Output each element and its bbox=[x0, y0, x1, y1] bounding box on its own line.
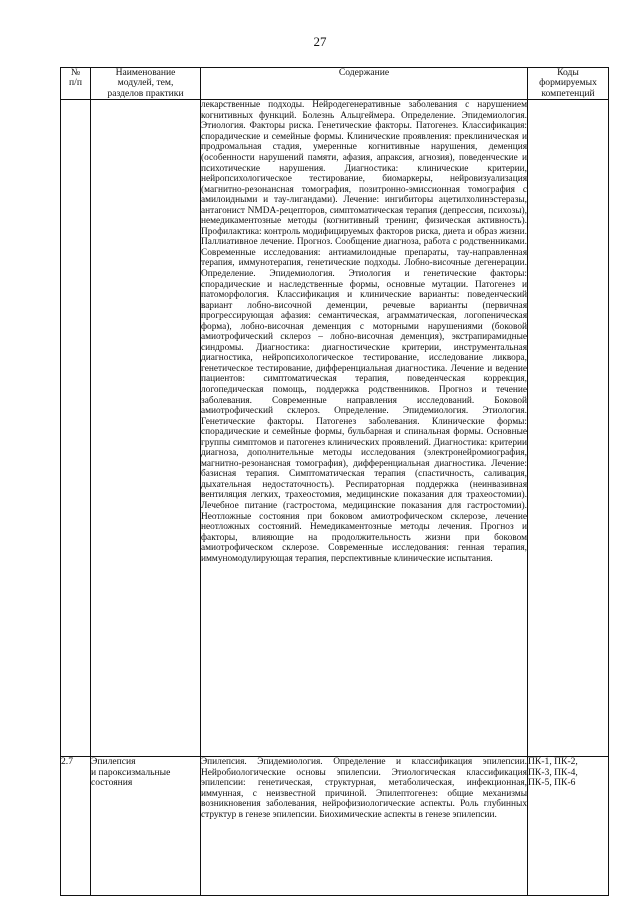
row-content-text: Эпилепсия. Эпидемиология. Определение и классификация эпилепсии. Нейробиологические основы эпилепсии. Этиологическая классификация эпилепсии: генетическая, структурная, метаболическая, инфекционная, иммунная, с неизвестной причиной. Эпилептогенез: общие механизмы возникновения заболевания, нейрофизиологические аспекты. Роль глубинных структур в генезе эпилепсии. Биохимические аспекты в генезе эпилепсии. bbox=[201, 757, 527, 820]
row-module: Эпилепсия и пароксизмальные состояния bbox=[91, 757, 201, 896]
row-content-text: лекарственные подходы. Нейродегенеративные заболевания с нарушением когнитивных функций. Болезнь Альцгеймера. Определение. Эпидемиология. Этиология. Факторы риска. Генетические факторы. Патогенез. Классификация: спорадические и семейные формы. Клинические проявления: преклиническая и продромальная стадия, умеренные когнитивные нарушения, деменция (особенности нарушений памяти, афазия, апраксия, агнозия), поведенческие и психотические нарушения. Диагностика: клинические критерии, нейропсихологическое тестирование, биомаркеры, нейровизуализация (магнитно-резонансная томография, позитронно-эмиссионная томография с амилоидными и тау-лигандами). Лечение: ингибиторы ацетилхолинэстеразы, антагонист NMDA-рецепторов, симптоматическая терапия (депрессия, психозы), немедикаментозные методы (когнитивный тренинг, физическая активность). Профилактика: контроль модифицируемых факторов риска, диета и образ жизни. Паллиативное лечение. Прогноз. Сообщение диагноза, работа с родственниками. Современные исследования: антиамилоидные препараты, тау-направленная терапия, иммунотерапия, генетические подходы. Лобно-височные дегенерации. Определение. Эпидемиология. Этиология и генетические факторы: спорадические и наследственные формы, основные мутации. Патогенез и патоморфология. Классификация и клинические варианты: поведенческий вариант лобно-височной деменции, речевые варианты (первичная прогрессирующая афазия: семантическая, аграмматическая, логопеническая форма), лобно-височная деменция с моторными нарушениями (боковой амиотрофический склероз – лобно-височная деменция), экстрапирамидные синдромы. Диагностика: диагностические критерии, инструментальная диагностика, нейропсихологическое тестирование, исследование ликвора, генетическое тестирование, дифференциальная диагностика. Лечение и ведение пациентов: симптоматическая терапия, поведенческая коррекция, логопедическая помощь, поддержка родственников. Прогноз и течение заболевания. Современные направления исследований. Боковой амиотрофический склероз. Определение. Эпидемиология. Этиология. Генетические факторы. Патогенез заболевания. Клинические формы: спорадические и семейные формы, бульбарная и спинальная формы. Основные группы симптомов и патогенез клинических проявлений. Диагностика: критерии диагноза, дополнительные методы исследования (электронейромиография, магнитно-резонансная томография), дифференциальная диагностика. Лечение: базисная терапия. Симптоматическая терапия (спастичность, саливация, дыхательная недостаточность). Респираторная поддержка (неинвазивная вентиляция легких, трахеостомия, медицинские показания для трахеостомии). Лечебное питание (гастростома, медицинские показания для гастростомии). Неотложные состояния при боковом амиотрофическом склерозе, лечение неотложных состояний. Немедикаментозные методы лечения. Прогноз и факторы, влияющие на продолжительность жизни при боковом амиотрофическом склерозе. Современные исследования: генная терапия, иммуномодулирующая терапия, перспективные клинические испытания. bbox=[201, 100, 527, 564]
header-module-text: Наименование модулей, тем, разделов практики bbox=[107, 67, 184, 99]
row-codes: ПК-1, ПК-2, ПК-3, ПК-4, ПК-5, ПК-6 bbox=[528, 757, 609, 896]
row-content bbox=[201, 100, 528, 757]
row-number: 2.7 bbox=[61, 757, 91, 896]
header-codes bbox=[528, 68, 609, 100]
header-codes-text: Коды формируемых компетенций bbox=[539, 67, 597, 99]
header-module bbox=[91, 68, 201, 100]
row-module bbox=[91, 100, 201, 757]
table-row bbox=[61, 100, 609, 757]
page-number: 27 bbox=[313, 34, 327, 49]
table-header-row bbox=[61, 68, 609, 100]
row-number bbox=[61, 100, 91, 757]
table-row bbox=[61, 757, 609, 896]
header-content-text: Содержание bbox=[338, 67, 390, 78]
row-codes bbox=[528, 100, 609, 757]
header-num-text: № п/п bbox=[69, 67, 82, 89]
curriculum-table bbox=[60, 67, 609, 896]
header-num bbox=[61, 68, 91, 100]
row-content bbox=[201, 757, 528, 896]
header-content bbox=[201, 68, 528, 100]
